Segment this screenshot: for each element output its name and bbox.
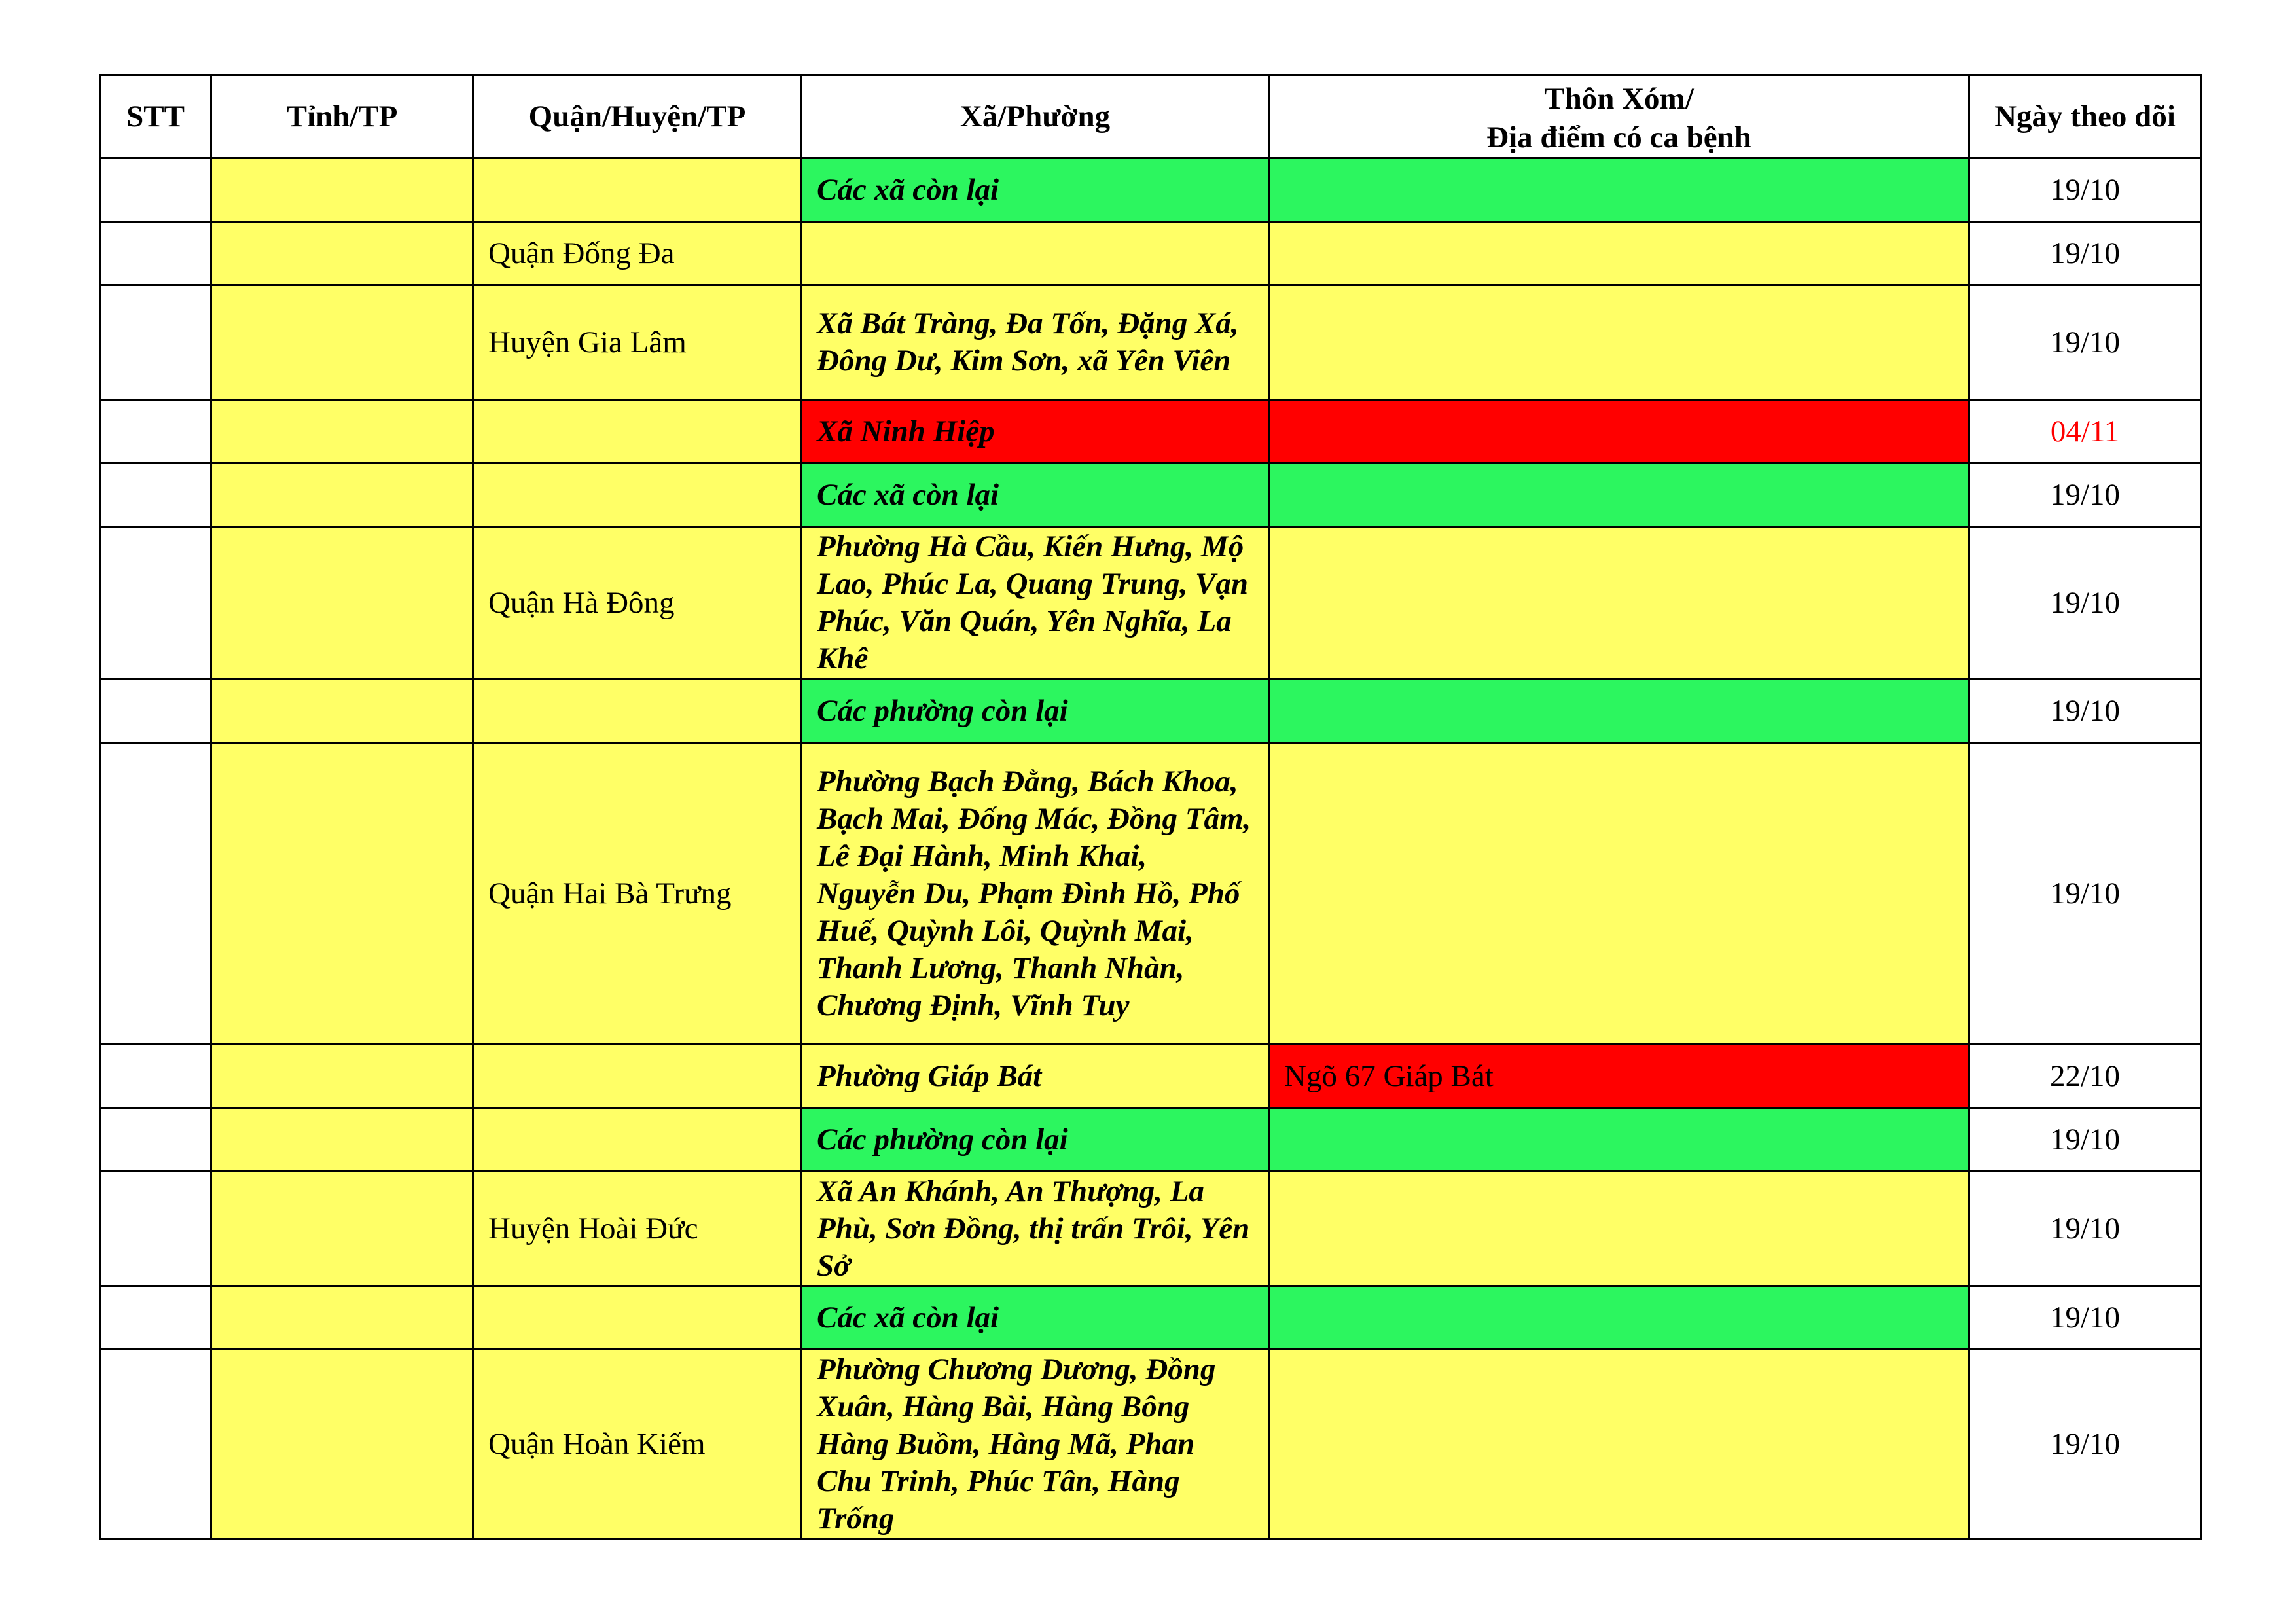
ward-cell: Xã An Khánh, An Thượng, La Phù, Sơn Đồng, thị trấn Trôi, Yên Sở — [802, 1172, 1269, 1286]
village-cell — [1269, 285, 1969, 400]
date-cell: 22/10 — [1969, 1045, 2201, 1108]
stt-cell — [100, 1108, 211, 1172]
date-cell: 19/10 — [1969, 743, 2201, 1045]
ward-cell: Xã Ninh Hiệp — [802, 400, 1269, 463]
stt-cell — [100, 222, 211, 285]
table-row — [100, 527, 2201, 679]
table-row — [100, 400, 2201, 463]
ward-cell: Xã Bát Tràng, Đa Tốn, Đặng Xá, Đông Dư, Kim Sơn, xã Yên Viên — [802, 285, 1269, 400]
stt-cell — [100, 400, 211, 463]
table-row — [100, 1045, 2201, 1108]
table-row — [100, 1286, 2201, 1350]
zone-monitoring-table — [99, 74, 2202, 1540]
district-cell — [473, 679, 802, 743]
date-cell: 19/10 — [1969, 285, 2201, 400]
province-cell — [211, 158, 473, 222]
district-cell: Quận Hà Đông — [473, 527, 802, 679]
table-body — [100, 158, 2201, 1540]
header-ward: Xã/Phường — [802, 75, 1269, 158]
village-cell: Ngõ 67 Giáp Bát — [1269, 1045, 1969, 1108]
district-cell — [473, 463, 802, 527]
district-cell — [473, 1045, 802, 1108]
table-row — [100, 285, 2201, 400]
province-cell — [211, 1108, 473, 1172]
village-cell — [1269, 400, 1969, 463]
district-cell: Huyện Hoài Đức — [473, 1172, 802, 1286]
district-cell: Huyện Gia Lâm — [473, 285, 802, 400]
province-cell — [211, 1045, 473, 1108]
province-cell — [211, 400, 473, 463]
village-cell — [1269, 679, 1969, 743]
district-cell: Quận Hoàn Kiếm — [473, 1350, 802, 1540]
header-row — [100, 75, 2201, 158]
ward-cell — [802, 222, 1269, 285]
province-cell — [211, 463, 473, 527]
village-cell — [1269, 222, 1969, 285]
village-cell — [1269, 463, 1969, 527]
ward-cell: Các xã còn lại — [802, 158, 1269, 222]
district-cell — [473, 400, 802, 463]
ward-cell: Các phường còn lại — [802, 679, 1269, 743]
province-cell — [211, 1286, 473, 1350]
district-cell — [473, 1108, 802, 1172]
zone-table-container — [99, 74, 2200, 1540]
province-cell — [211, 743, 473, 1045]
province-cell — [211, 679, 473, 743]
header-stt: STT — [100, 75, 211, 158]
stt-cell — [100, 1172, 211, 1286]
ward-cell: Phường Giáp Bát — [802, 1045, 1269, 1108]
province-cell — [211, 1172, 473, 1286]
stt-cell — [100, 463, 211, 527]
stt-cell — [100, 679, 211, 743]
village-cell — [1269, 1108, 1969, 1172]
date-cell: 19/10 — [1969, 222, 2201, 285]
stt-cell — [100, 1286, 211, 1350]
stt-cell — [100, 1350, 211, 1540]
province-cell — [211, 527, 473, 679]
table-row — [100, 463, 2201, 527]
stt-cell — [100, 158, 211, 222]
district-cell — [473, 1286, 802, 1350]
ward-cell: Các xã còn lại — [802, 463, 1269, 527]
date-cell: 19/10 — [1969, 463, 2201, 527]
province-cell — [211, 285, 473, 400]
province-cell — [211, 222, 473, 285]
table-row — [100, 1108, 2201, 1172]
date-cell: 19/10 — [1969, 1172, 2201, 1286]
village-cell — [1269, 1172, 1969, 1286]
date-cell: 19/10 — [1969, 527, 2201, 679]
header-village — [1269, 75, 1969, 158]
table-row — [100, 679, 2201, 743]
header-village-line1: Thôn Xóm/ — [1544, 82, 1694, 116]
ward-cell: Các xã còn lại — [802, 1286, 1269, 1350]
header-district: Quận/Huyện/TP — [473, 75, 802, 158]
table-row — [100, 1172, 2201, 1286]
date-cell: 19/10 — [1969, 1108, 2201, 1172]
ward-cell: Phường Chương Dương, Đồng Xuân, Hàng Bài, Hàng Bông Hàng Buồm, Hàng Mã, Phan Chu Trinh, Phúc Tân, Hàng Trống — [802, 1350, 1269, 1540]
province-cell — [211, 1350, 473, 1540]
date-cell: 19/10 — [1969, 158, 2201, 222]
village-cell — [1269, 527, 1969, 679]
district-cell — [473, 158, 802, 222]
village-cell — [1269, 1350, 1969, 1540]
date-cell: 19/10 — [1969, 679, 2201, 743]
header-date: Ngày theo dõi — [1969, 75, 2201, 158]
date-cell: 19/10 — [1969, 1286, 2201, 1350]
village-cell — [1269, 743, 1969, 1045]
ward-cell: Các phường còn lại — [802, 1108, 1269, 1172]
date-cell: 04/11 — [1969, 400, 2201, 463]
header-province: Tỉnh/TP — [211, 75, 473, 158]
table-row — [100, 222, 2201, 285]
ward-cell: Phường Bạch Đằng, Bách Khoa, Bạch Mai, Đống Mác, Đồng Tâm, Lê Đại Hành, Minh Khai, Nguyễn Du, Phạm Đình Hồ, Phố Huế, Quỳnh Lôi, Quỳnh Mai, Thanh Lương, Thanh Nhàn, Chương Định, Vĩnh Tuy — [802, 743, 1269, 1045]
stt-cell — [100, 527, 211, 679]
table-row — [100, 743, 2201, 1045]
village-cell — [1269, 1286, 1969, 1350]
stt-cell — [100, 1045, 211, 1108]
stt-cell — [100, 285, 211, 400]
table-row — [100, 1350, 2201, 1540]
date-cell: 19/10 — [1969, 1350, 2201, 1540]
table-row — [100, 158, 2201, 222]
stt-cell — [100, 743, 211, 1045]
header-village-line2: Địa điểm có ca bệnh — [1486, 120, 1751, 154]
district-cell: Quận Hai Bà Trưng — [473, 743, 802, 1045]
village-cell — [1269, 158, 1969, 222]
ward-cell: Phường Hà Cầu, Kiến Hưng, Mộ Lao, Phúc La, Quang Trung, Vạn Phúc, Văn Quán, Yên Nghĩa, La Khê — [802, 527, 1269, 679]
district-cell: Quận Đống Đa — [473, 222, 802, 285]
